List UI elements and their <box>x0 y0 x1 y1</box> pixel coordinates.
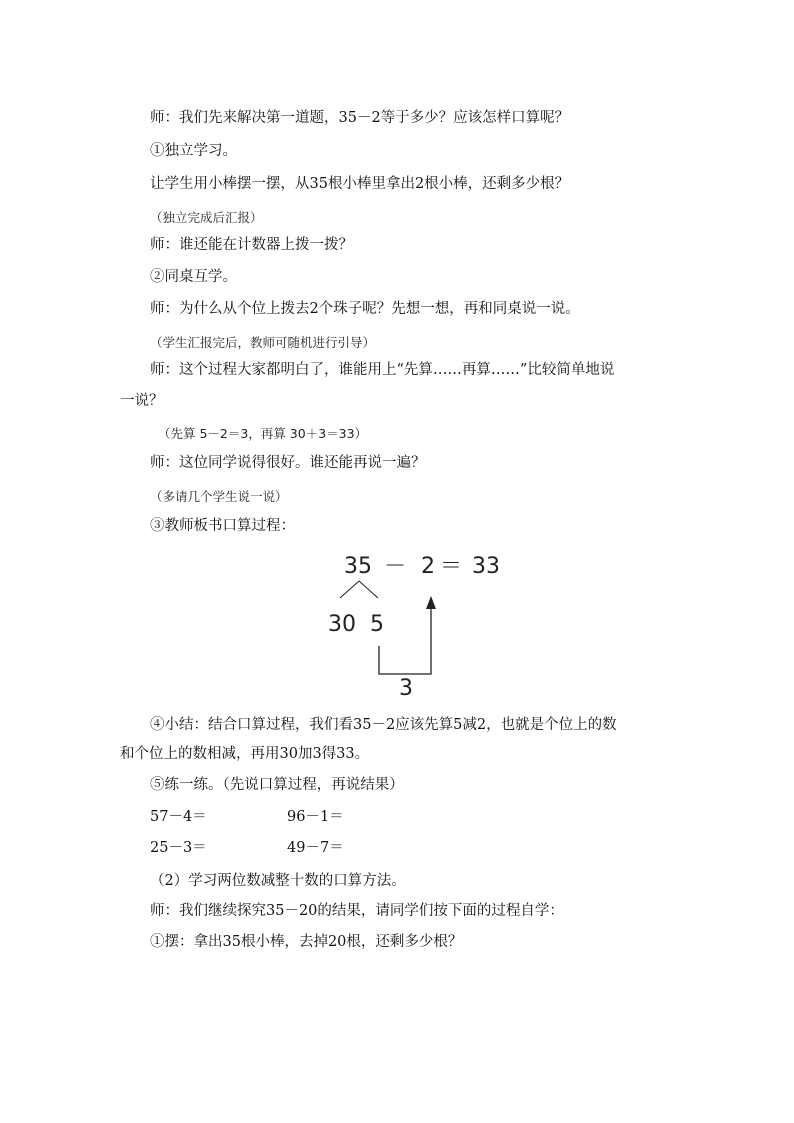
arrow-head-icon <box>426 596 436 609</box>
diagram-2: 2 <box>421 554 435 579</box>
note-more-students: （多请几个学生说一说） <box>150 489 288 504</box>
diagram-minus: － <box>384 554 407 579</box>
teacher-line-6: 师：我们继续探究35－20的结果，请同学们按下面的过程自学： <box>150 903 564 919</box>
flow-arrow <box>379 606 431 674</box>
note-report: （独立完成后汇报） <box>150 210 263 225</box>
calculation-diagram <box>300 548 540 708</box>
step-arrange-sticks: ①摆：拿出35根小棒，去掉20根，还剩多少根？ <box>150 934 463 950</box>
split-line-right <box>359 581 378 598</box>
step-independent-study: ①独立学习。 <box>150 143 237 159</box>
practice-title: ⑤练一练。（先说口算过程，再说结果） <box>150 777 404 793</box>
step-board-writing: ③教师板书口算过程： <box>150 518 295 534</box>
instruction-sticks: 让学生用小棒摆一摆，从35根小棒里拿出2根小棒，还剩多少根？ <box>150 176 570 192</box>
note-answer: （先算 5－2＝3，再算 30＋3＝33） <box>158 426 368 441</box>
summary-line-1: ④小结：结合口算过程，我们看35－2应该先算5减2，也就是个位上的数 <box>150 717 617 733</box>
diagram-equals: ＝ <box>440 554 463 579</box>
diagram-33: 33 <box>472 554 500 579</box>
exercise-4: 49－7＝ <box>287 840 344 856</box>
teacher-line-3: 师：为什么从个位上拨去2个珠子呢？先想一想，再和同桌说一说。 <box>150 301 580 317</box>
diagram-30: 30 <box>328 612 356 637</box>
split-line-left <box>340 581 359 598</box>
diagram-35: 35 <box>344 554 372 579</box>
diagram-3: 3 <box>399 676 413 701</box>
teacher-line-5: 师：这位同学说得很好。谁还能再说一遍？ <box>150 455 426 471</box>
section-heading-2: （2）学习两位数减整十数的口算方法。 <box>150 873 406 889</box>
step-pair-study: ②同桌互学。 <box>150 269 237 285</box>
note-guidance: （学生汇报完后，教师可随机进行引导） <box>150 335 376 350</box>
teacher-line-4-cont: 一说？ <box>120 393 164 409</box>
exercise-2: 96－1＝ <box>287 809 344 825</box>
exercise-1: 57－4＝ <box>150 809 207 825</box>
diagram-5: 5 <box>370 612 384 637</box>
exercise-3: 25－3＝ <box>150 840 207 856</box>
summary-line-2: 和个位上的数相减，再用30加3得33。 <box>120 746 370 762</box>
teacher-line-1: 师：我们先来解决第一道题，35－2等于多少？应该怎样口算呢？ <box>150 110 570 126</box>
teacher-line-4: 师：这个过程大家都明白了，谁能用上“先算……再算……”比较简单地说 <box>150 362 615 378</box>
teacher-line-2: 师：谁还能在计数器上拨一拨？ <box>150 237 353 253</box>
